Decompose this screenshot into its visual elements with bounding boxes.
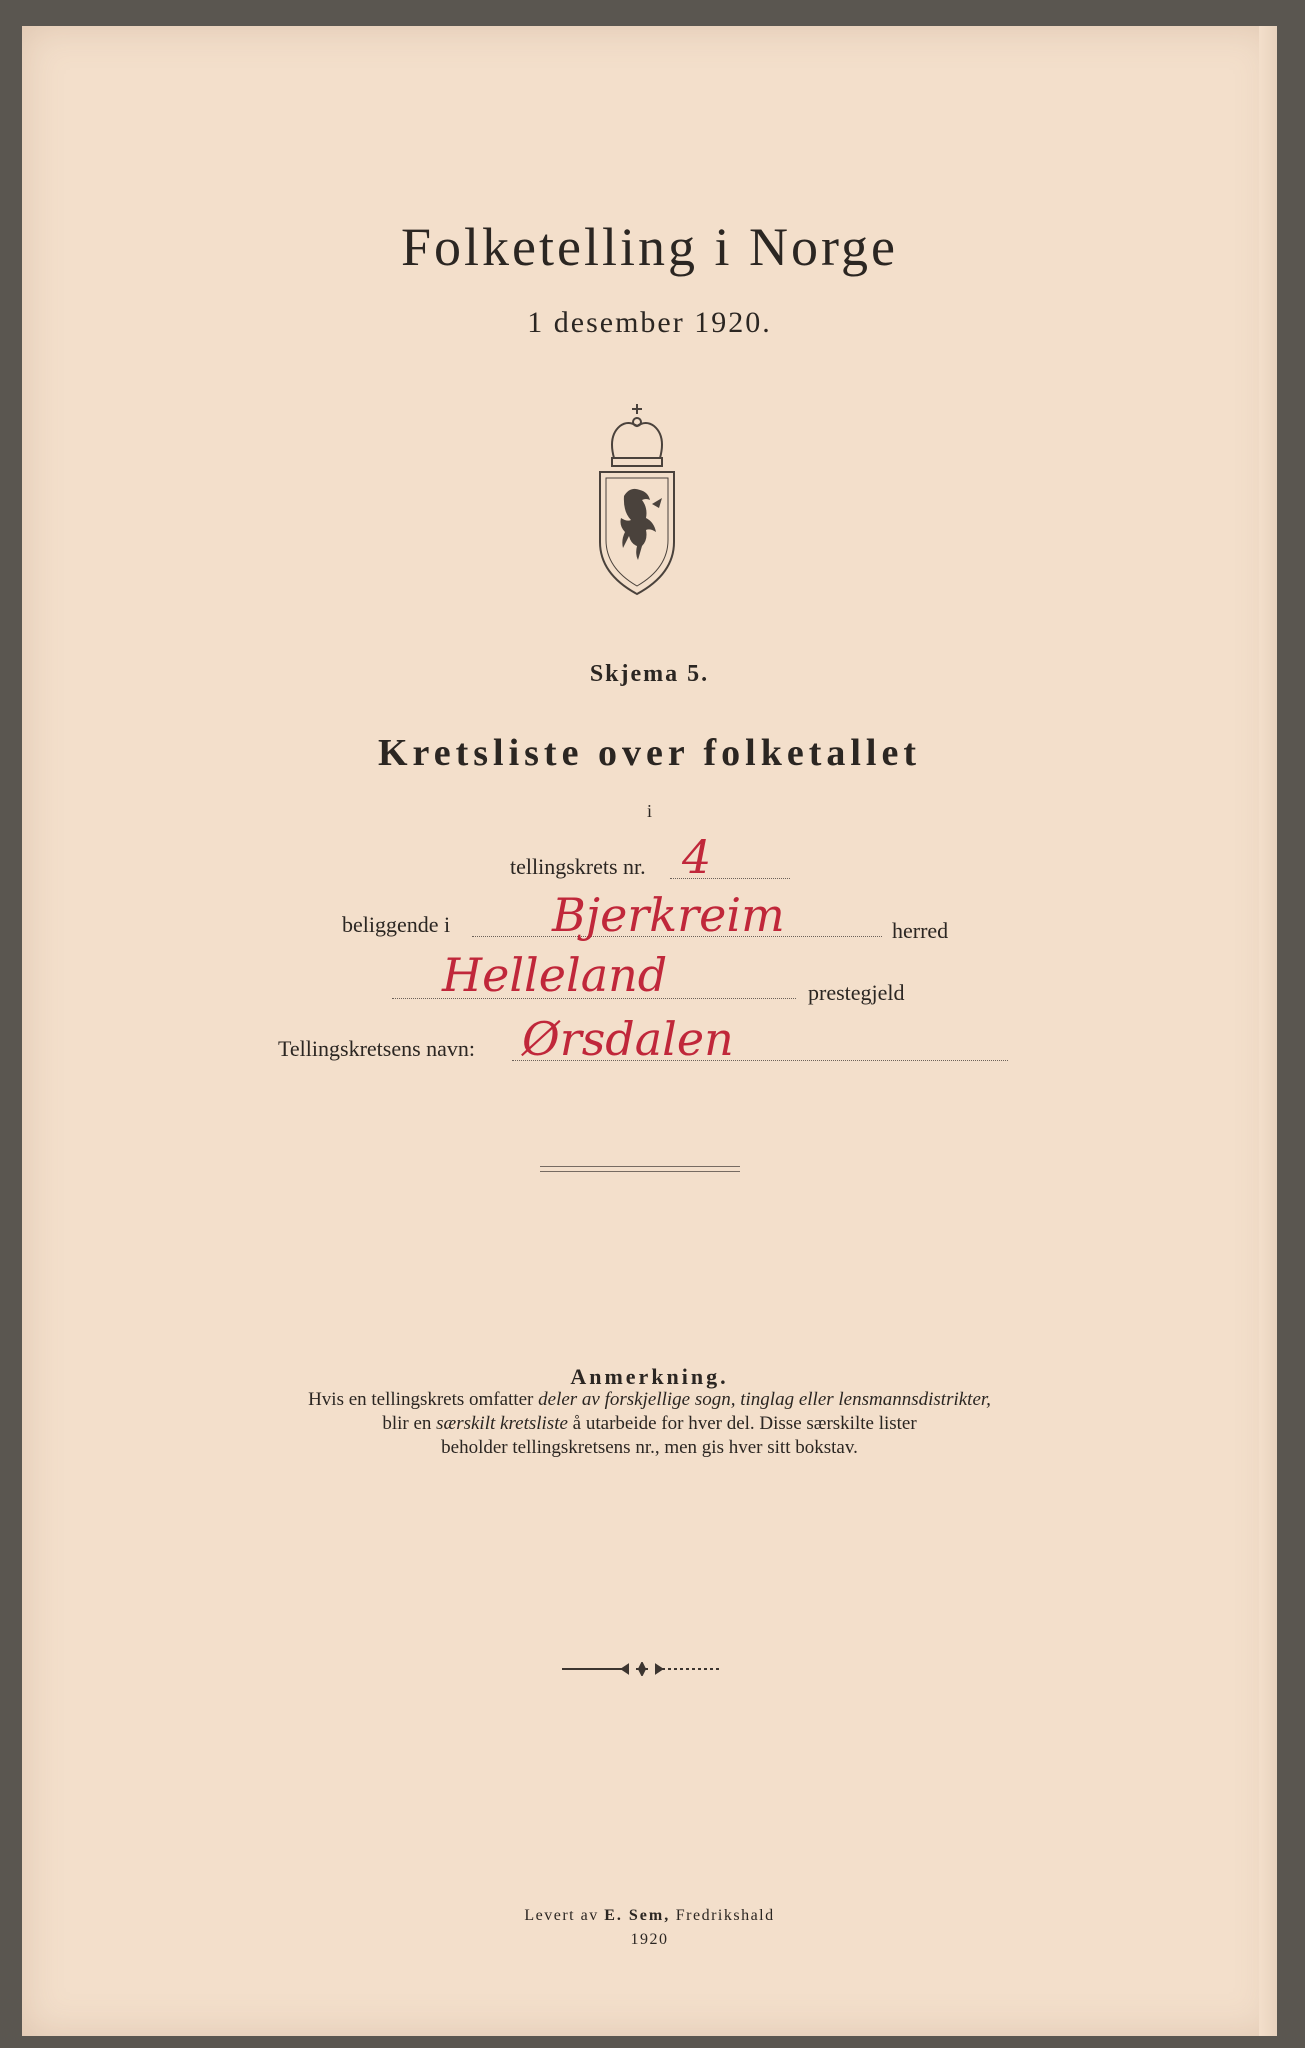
kretsnavn-label: Tellingskretsens navn: [278,1036,476,1061]
schema-number: Skjema 5. [589,661,710,687]
printer-line: Levert av E. Sem, Fredrikshald [524,1907,775,1924]
printer-imprint [22,1904,1277,1952]
annotation-line-1: Hvis en tellingskrets omfatter deler av forskjellige sogn, tinglag eller lensmannsdistrikter, [308,1389,991,1410]
norwegian-coat-of-arms-icon [594,396,680,596]
beliggende-value: Bjerkreim [552,888,785,942]
connector-text: i [646,801,652,821]
tellingskrets-value: 4 [682,830,712,884]
annotation-heading: Anmerkning. [570,1364,729,1389]
annotation-line-2: blir en særskilt kretsliste å utarbeide for hver del. Disse særskilte lister [382,1413,917,1434]
section-divider [540,1166,740,1172]
page-title: Folketelling i Norge [401,217,898,277]
kretsnavn-value: Ørsdalen [522,1012,734,1066]
census-date: 1 desember 1920. [527,306,772,339]
herred-label: herred [892,918,949,943]
ornament-divider-icon [562,1662,722,1676]
census-form-page [22,26,1277,2036]
form-heading: Kretsliste over folketallet [377,732,922,774]
beliggende-label: beliggende i [342,912,451,937]
prestegjeld-value: Helleland [442,948,668,1002]
prestegjeld-label: prestegjeld [808,980,905,1005]
tellingskrets-label: tellingskrets nr. [510,854,646,879]
printer-year: 1920 [630,1931,669,1948]
annotation-text [22,1388,1277,1460]
annotation-line-3: beholder tellingskretsens nr., men gis hver sitt bokstav. [441,1437,858,1458]
